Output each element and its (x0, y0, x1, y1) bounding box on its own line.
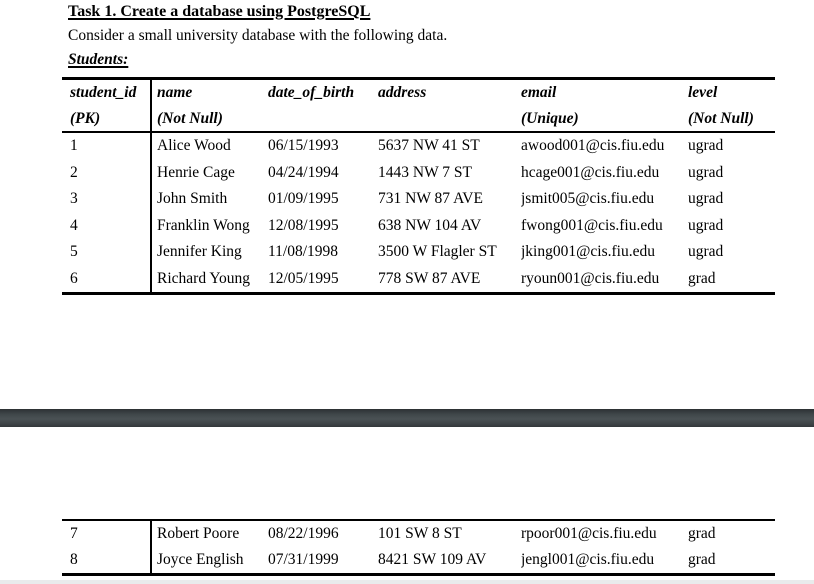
cell-name: Richard Young (157, 269, 251, 287)
cell-level: ugrad (688, 190, 724, 208)
column-name: student_id (70, 84, 137, 101)
table-body (62, 133, 775, 292)
cell-email: ryoun001@cis.fiu.edu (521, 269, 660, 287)
cell-student-id: 1 (70, 137, 78, 155)
students-label: Students: (68, 51, 129, 68)
header-cell-email (521, 80, 688, 131)
column-name: address (378, 84, 427, 101)
cell-level: ugrad (688, 163, 724, 181)
cell-student-id: 8 (70, 551, 78, 568)
column-name: level (688, 84, 718, 101)
students-table-page1 (62, 77, 775, 295)
cell-address: 5637 NW 41 ST (378, 137, 480, 155)
header-cell-level (688, 80, 775, 131)
cell-student-id: 4 (70, 216, 78, 234)
cell-email: hcage001@cis.fiu.edu (521, 163, 660, 181)
cell-level: ugrad (688, 216, 724, 234)
cell-date-of-birth: 01/09/1995 (268, 190, 339, 208)
cell-name: Franklin Wong (157, 216, 250, 234)
cell-date-of-birth: 07/31/1999 (268, 551, 339, 568)
header-cell-date-of-birth (268, 80, 378, 131)
cell-name: John Smith (157, 190, 228, 208)
cell-date-of-birth: 12/05/1995 (268, 269, 339, 287)
table-row (62, 239, 775, 266)
cell-level: grad (688, 525, 716, 542)
cell-address: 1443 NW 7 ST (378, 163, 473, 181)
cell-level: grad (688, 269, 716, 287)
table-header-row (62, 80, 775, 133)
cell-address: 8421 SW 109 AV (378, 551, 487, 568)
next-page-break-edge (0, 580, 814, 584)
cell-level: ugrad (688, 243, 724, 261)
column-constraint: (PK) (70, 109, 101, 127)
table-row (62, 133, 775, 160)
cell-email: rpoor001@cis.fiu.edu (521, 525, 657, 542)
cell-name: Robert Poore (157, 525, 240, 542)
cell-email: jking001@cis.fiu.edu (521, 243, 655, 261)
cell-date-of-birth: 08/22/1996 (268, 525, 339, 542)
cell-address: 778 SW 87 AVE (378, 269, 481, 287)
table-row (62, 521, 775, 547)
cell-name: Joyce English (157, 551, 244, 568)
cell-name: Henrie Cage (157, 163, 235, 181)
cell-address: 101 SW 8 ST (378, 525, 462, 542)
header-cell-address (378, 80, 521, 131)
students-table-page2 (62, 519, 775, 576)
cell-email: fwong001@cis.fiu.edu (521, 216, 663, 234)
table-row (62, 213, 775, 240)
cell-address: 731 NW 87 AVE (378, 190, 483, 208)
header-cell-student-id (62, 80, 150, 131)
table-row (62, 186, 775, 213)
column-divider-line (150, 521, 152, 573)
intro-text: Consider a small university database with the following data. (68, 27, 448, 44)
cell-name: Jennifer King (157, 243, 242, 261)
column-constraint: (Not Null) (688, 109, 754, 127)
column-name: email (521, 84, 557, 101)
page-break-separator (0, 409, 814, 427)
page-title: Task 1. Create a database using PostgreSQL (68, 3, 371, 20)
cell-date-of-birth: 11/08/1998 (268, 243, 339, 261)
cell-student-id: 3 (70, 190, 78, 208)
table-row (62, 547, 775, 573)
cell-student-id: 2 (70, 163, 78, 181)
cell-date-of-birth: 04/24/1994 (268, 163, 339, 181)
cell-student-id: 6 (70, 269, 78, 287)
table-body (62, 521, 775, 573)
cell-email: awood001@cis.fiu.edu (521, 137, 665, 155)
cell-address: 3500 W Flagler ST (378, 243, 497, 261)
table-row (62, 160, 775, 187)
cell-address: 638 NW 104 AV (378, 216, 482, 234)
column-constraint: (Unique) (521, 109, 579, 127)
cell-name: Alice Wood (157, 137, 231, 155)
column-divider-line (150, 80, 152, 292)
header-cell-name (150, 80, 268, 131)
cell-email: jengl001@cis.fiu.edu (521, 551, 655, 568)
cell-date-of-birth: 12/08/1995 (268, 216, 339, 234)
cell-student-id: 7 (70, 525, 78, 542)
cell-date-of-birth: 06/15/1993 (268, 137, 339, 155)
cell-level: ugrad (688, 137, 724, 155)
cell-student-id: 5 (70, 243, 78, 261)
column-name: name (157, 84, 193, 101)
cell-level: grad (688, 551, 716, 568)
table-row (62, 266, 775, 293)
column-name: date_of_birth (268, 84, 355, 101)
cell-email: jsmit005@cis.fiu.edu (521, 190, 655, 208)
column-constraint: (Not Null) (157, 109, 223, 127)
